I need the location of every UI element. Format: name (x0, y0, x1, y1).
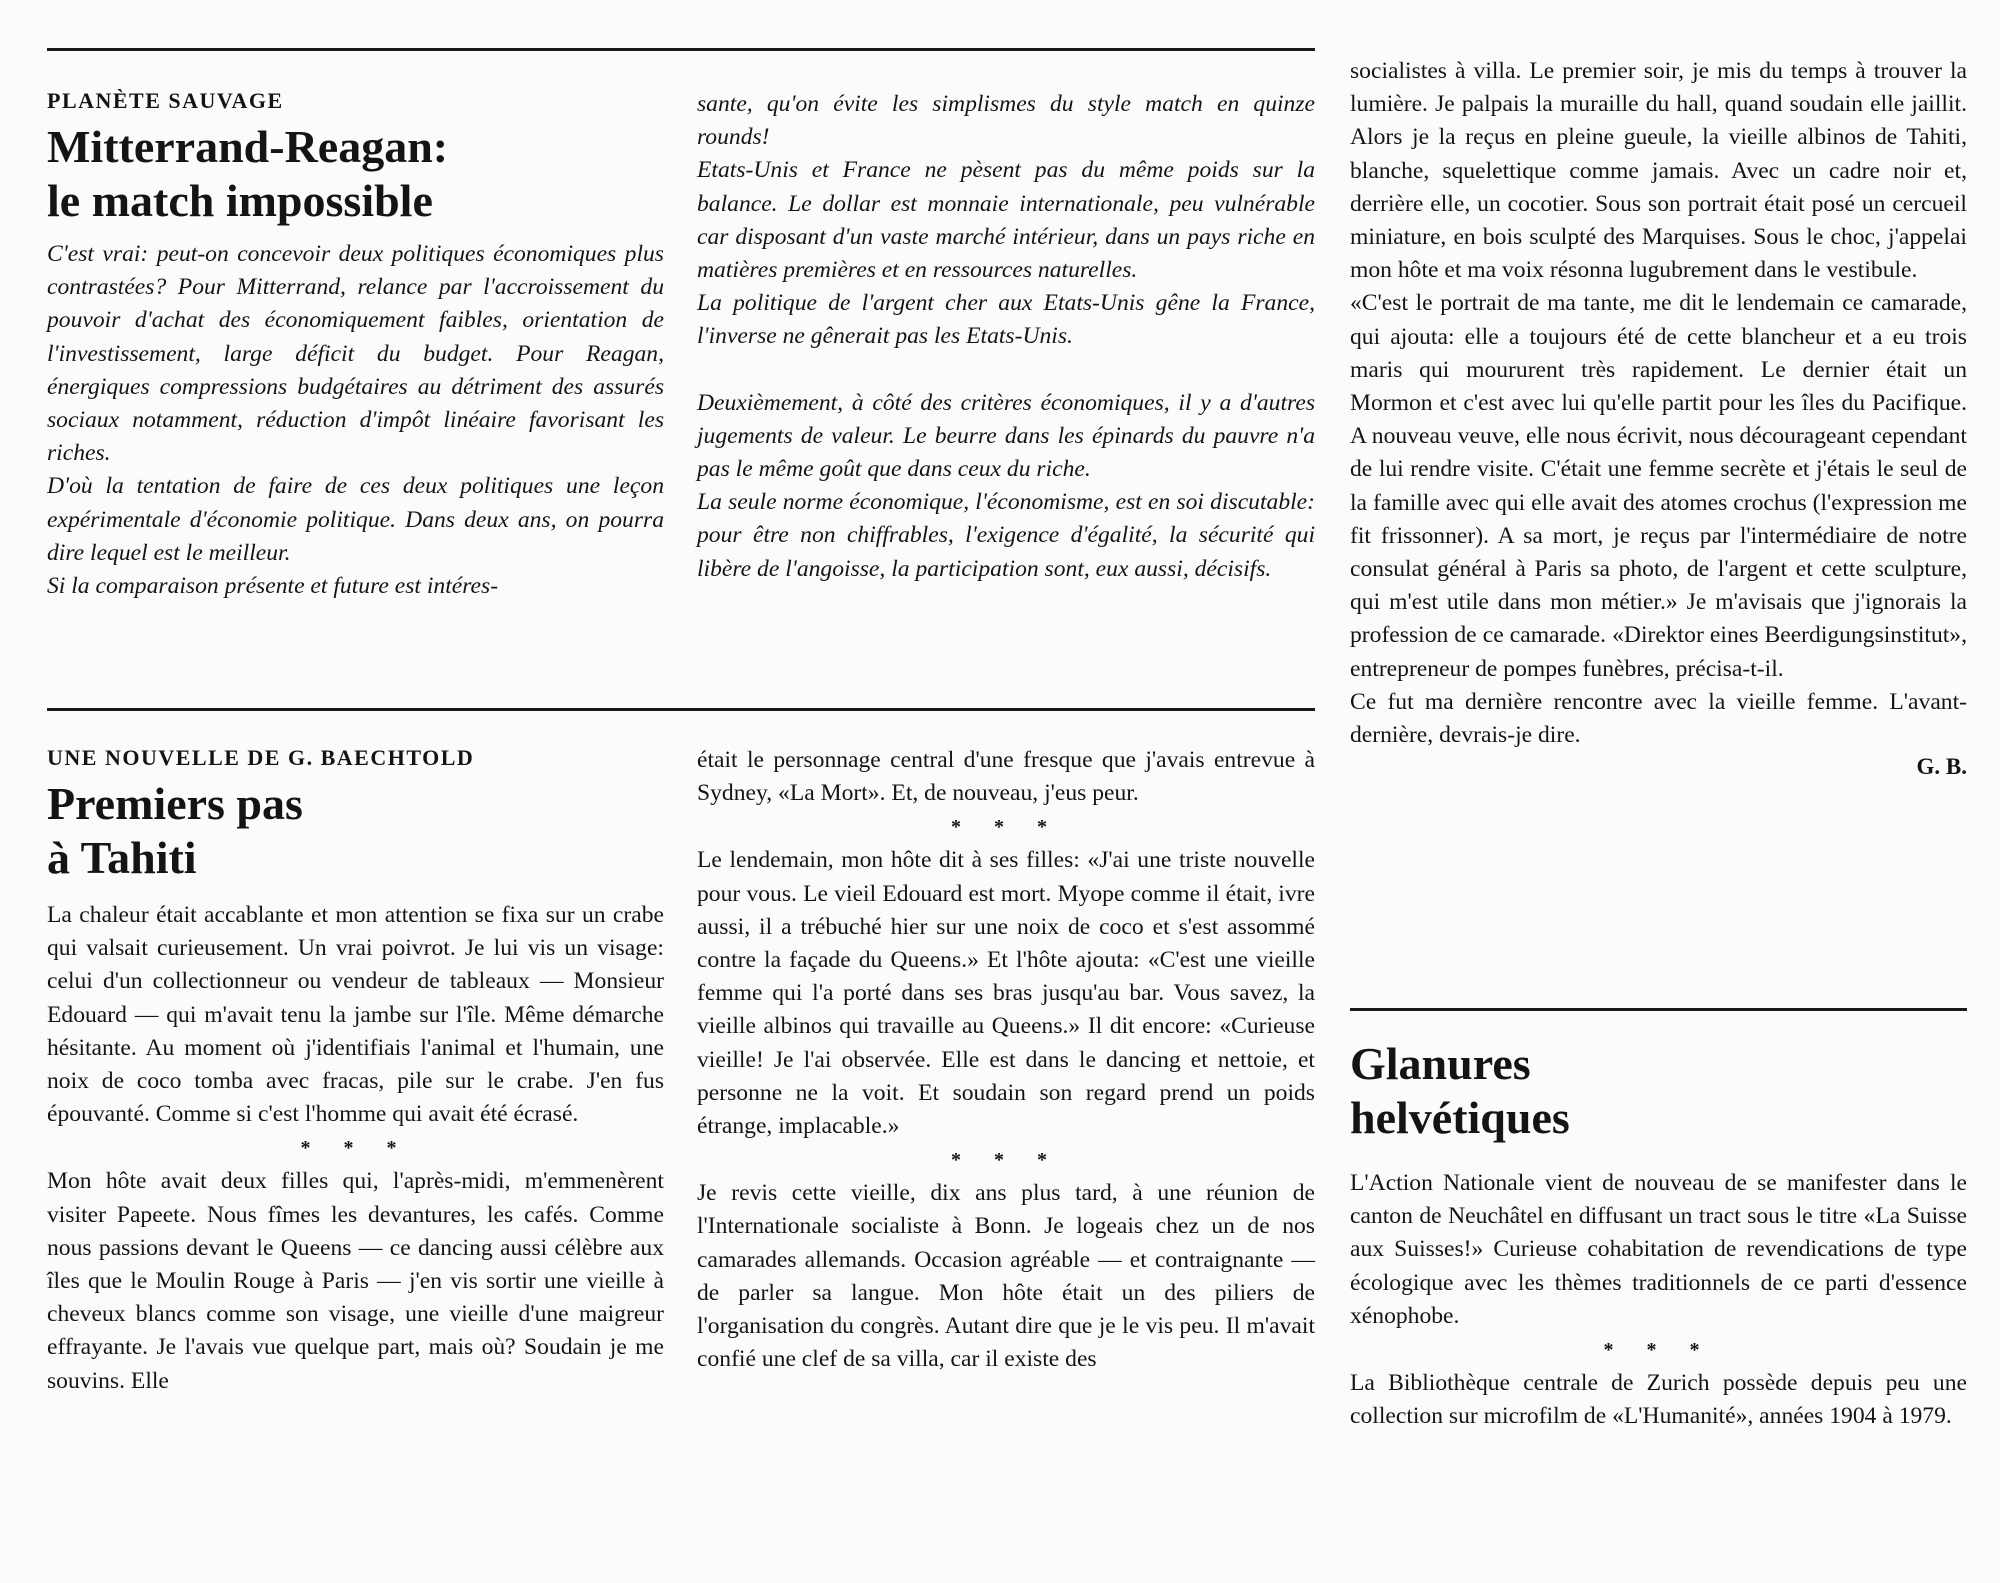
article2-column3 (1350, 55, 1967, 780)
article2-paragraph: Je revis cette vieille, dix ans plus tard, à une réunion de l'Internationale socialiste à Bonn. Je logeais chez un de nos camarades allemands. Occasion agréable — et contraignante — de parler sa langue. Mon hôte était un des piliers de l'organisation du congrès. Autant dire que je le vis peu. Il m'avait confié une clef de sa villa, car il existe des (697, 1180, 1315, 1373)
article3-paragraph: L'Action Nationale vient de nouveau de se manifester dans le canton de Neuchâtel en diffusant un tract sous le titre «La Suisse aux Suisses!» Curieuse cohabitation de revendications de type écologique avec les thèmes traditionnels de ce parti d'essence xénophobe. (1350, 1170, 1967, 1329)
article2-paragraph: La chaleur était accablante et mon attention se fixa sur un crabe qui valsait curieusement. Un vrai poivrot. Je lui vis un visage: celui d'un collectionneur ou vendeur de tableaux — Monsieur Edouard — qui m'avait tenu la jambe sur l'île. Même démarche hésitante. Au moment où j'identifiais l'animal et l'humain, une noix de coco tomba avec fracas, pile sur le crabe. J'en fus épouvanté. Comme si c'est l'homme qui avait été écrasé. (47, 902, 664, 1128)
article3-headline-line1: Glanures (1350, 1038, 1531, 1089)
article1-paragraph: Etats-Unis et France ne pèsent pas du même poids sur la balance. Le dollar est monnaie internationale, peu vulnérable car disposant d'un vaste marché intérieur, dans un pays riche en matières premières et en ressources naturelles. (697, 157, 1315, 284)
section-separator: * * * (300, 1137, 411, 1160)
section-separator: * * * (1603, 1339, 1714, 1362)
article3-column (1350, 1037, 1967, 1433)
article2-paragraph: Le lendemain, mon hôte dit à ses filles: «J'ai une triste nouvelle pour vous. Le vieil Edouard est mort. Myope comme il était, ivre aussi, il a trébuché hier sur une noix de coco et s'est assommé contre la façade du Queens.» Et l'hôte ajouta: «C'est une vieille femme qui l'a porté dans ses bras jusqu'au bar. Vous savez, la vieille albinos qui travaille au Queens.» Il dit encore: «Curieuse vieille! Je l'ai observée. Elle est dans le dancing et nettoie, et personne ne la voit. Et soudain son regard prend un poids étrange, implacable.» (697, 847, 1315, 1140)
article2-paragraph: Mon hôte avait deux filles qui, l'après-midi, m'emmenèrent visiter Papeete. Nous fîmes les devantures, les cafés. Comme nous passions devant le Queens — ce dancing aussi célèbre aux îles que le Moulin Rouge à Paris — j'en vis sortir une vieille à cheveux blancs comme son visage, une vieille d'une maigreur effrayante. Je l'avais vue quelque part, mais où? Soudain je me souvins. Elle (47, 1168, 664, 1394)
article2-paragraph: Ce fut ma dernière rencontre avec la vieille femme. L'avant-dernière, devrais-je dire. (1350, 688, 1967, 749)
section-separator: * * * (951, 1149, 1061, 1172)
article2-paragraph: était le personnage central d'une fresque que j'avais entrevue à Sydney, «La Mort». Et, de nouveau, j'eus peur. (697, 747, 1315, 807)
article2-column2 (697, 744, 1315, 1376)
section-separator: * * * (951, 816, 1061, 839)
article3-headline-line2: helvétiques (1350, 1092, 1570, 1143)
article1-paragraph: Si la comparaison présente et future est intéres- (47, 573, 499, 600)
top-rule (47, 48, 1315, 51)
article3-paragraph: La Bibliothèque centrale de Zurich possède depuis peu une collection sur microfilm de «L'Humanité», années 1904 à 1979. (1350, 1370, 1967, 1430)
article2-headline-line1: Premiers pas (47, 778, 303, 829)
article1-paragraph: Deuxièmement, à côté des critères économiques, il y a d'autres jugements de valeur. Le beurre dans les épinards du pauvre n'a pas le même goût que dans ceux du riche. (697, 389, 1315, 483)
article2-paragraph: socialistes à villa. Le premier soir, je mis du temps à trouver la lumière. Je palpais la muraille du hall, quand soudain elle jaillit. Alors je la reçus en pleine gueule, la vieille albinos de Tahiti, blanche, squelettique comme jamais. Avec un cadre noir et, derrière elle, un cocotier. Sous son portrait était posé un cercueil miniature, en bois sculpté des Marquises. Sous le choc, j'appelai mon hôte et ma voix résonna lugubrement dans le vestibule. (1350, 58, 1967, 284)
article1-paragraph: La politique de l'argent cher aux Etats-Unis gêne la France, l'inverse ne gênerait pas les Etats-Unis. (697, 290, 1315, 350)
article2-kicker: UNE NOUVELLE DE G. BAECHTOLD (47, 745, 475, 770)
article1-column1 (47, 88, 664, 603)
article1-column2 (697, 88, 1315, 586)
right-column-rule (1350, 1008, 1967, 1011)
article2-paragraph: «C'est le portrait de ma tante, me dit le lendemain ce camarade, qui ajouta: elle a toujours été de cette blancheur et a eu trois maris qui moururent très rapidement. Le dernier était un Mormon et c'est avec lui qu'elle partit pour les îles du Pacifique. A nouveau veuve, elle nous écrivit, nous décourageant cependant de lui rendre visite. C'était une femme secrète et j'étais le seul de la famille avec qui elle avait des atomes crochus (l'expression me fit frissonner). A sa mort, je reçus par l'intermédiaire de notre consulat général à Paris sa photo, de l'argent et cette sculpture, qui m'est utile dans mon métier.» Je m'avisais que j'ignorais la profession de ce camarade. «Direktor eines Beerdigungsinstitut», entrepreneur de pompes funèbres, précisa-t-il. (1350, 290, 1967, 682)
article1-kicker: PLANÈTE SAUVAGE (47, 88, 284, 113)
article1-paragraph: D'où la tentation de faire de ces deux politiques une leçon expérimentale d'économie politique. Dans deux ans, on pourra dire lequel est le meilleur. (47, 473, 664, 566)
article1-paragraph: sante, qu'on évite les simplismes du style match en quinze rounds! (697, 91, 1315, 151)
article2-signature: G. B. (1916, 754, 1967, 780)
article2-headline-line2: à Tahiti (47, 832, 197, 883)
article1-paragraph: La seule norme économique, l'économisme, est en soi discutable: pour être non chiffrables, l'exigence d'égalité, la sécurité qui libère de l'angoisse, la participation sont, eux aussi, décisifs. (697, 489, 1315, 582)
article1-headline-line1: Mitterrand-Reagan: (47, 121, 449, 172)
middle-rule (47, 708, 1315, 711)
article2-column1 (47, 745, 664, 1398)
article1-paragraph: C'est vrai: peut-on concevoir deux politiques économiques plus contrastées? Pour Mitterrand, relance par l'accroissement du pouvoir d'achat des économiquement faibles, orientation de l'investissement, large déficit du budget. Pour Reagan, énergiques compressions budgétaires au détriment des assurés sociaux notamment, réduction d'impôt linéaire favorisant les riches. (47, 241, 664, 467)
article1-headline-line2: le match impossible (47, 175, 433, 226)
